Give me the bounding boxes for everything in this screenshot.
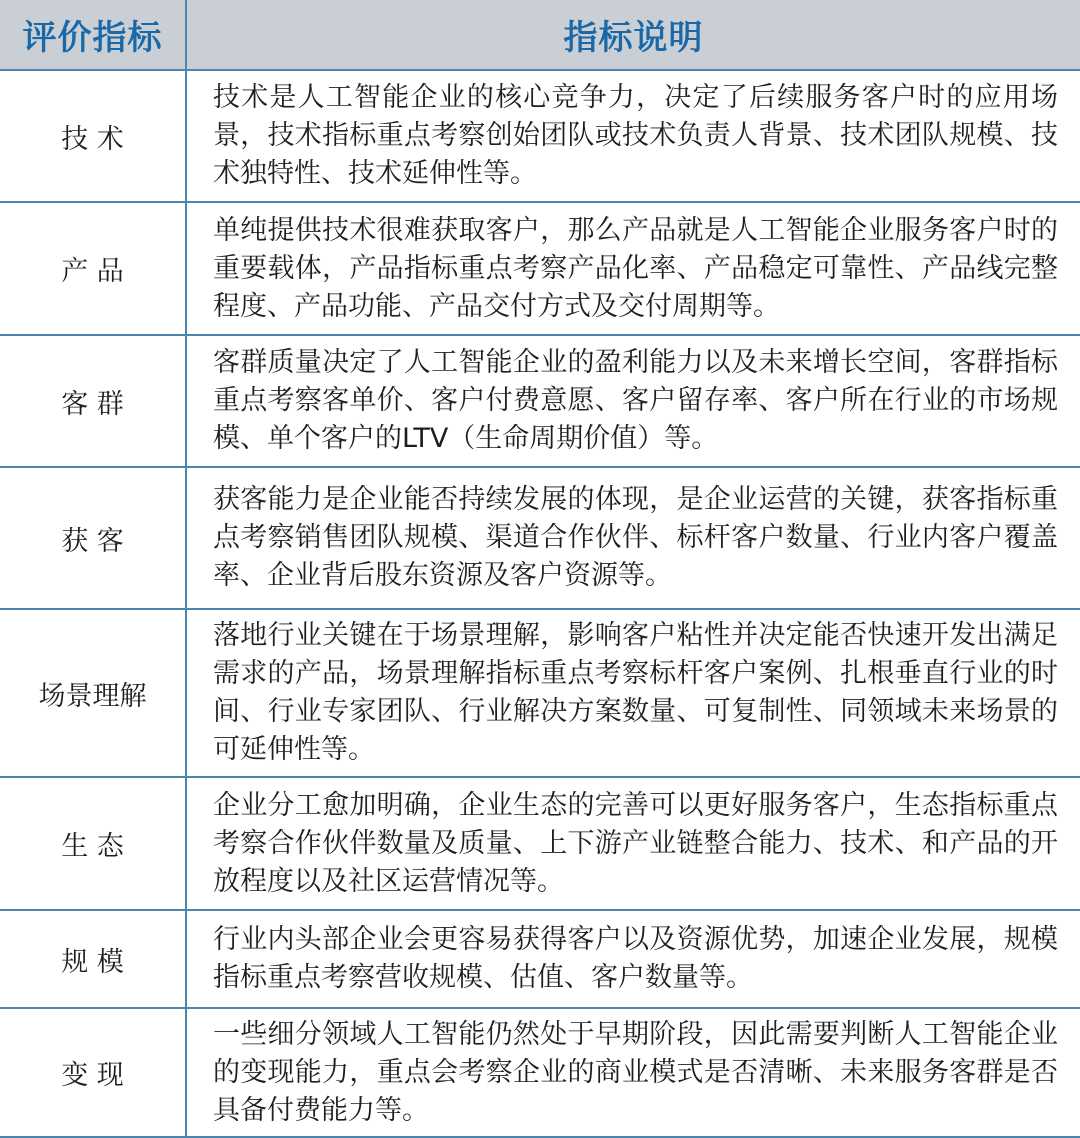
row-description: 行业内头部企业会更容易获得客户以及资源优势，加速企业发展，规模指标重点考察营收规模、估值、客户数量等。: [186, 910, 1080, 1008]
table-row: [0, 70, 1080, 202]
row-description: 企业分工愈加明确，企业生态的完善可以更好服务客户，生态指标重点考察合作伙伴数量及质量、上下游产业链整合能力、技术、和产品的开放程度以及社区运营情况等。: [186, 777, 1080, 910]
row-label: 技 术: [0, 70, 186, 202]
row-label: 场景理解: [0, 609, 186, 777]
table-row: [0, 1008, 1080, 1136]
header-description: 指标说明: [186, 0, 1080, 70]
row-label: 生 态: [0, 777, 186, 910]
table-header-row: [0, 0, 1080, 70]
row-description: 一些细分领域人工智能仍然处于早期阶段，因此需要判断人工智能企业的变现能力，重点会考察企业的商业模式是否清晰、未来服务客群是否具备付费能力等。: [213, 1018, 1058, 1126]
row-label: 变 现: [0, 1008, 186, 1136]
row-description: 单纯提供技术很难获取客户，那么产品就是人工智能企业服务客户时的重要载体，产品指标重点考察产品化率、产品稳定可靠性、产品线完整程度、产品功能、产品交付方式及交付周期等。: [186, 202, 1080, 335]
row-description: 落地行业关键在于场景理解，影响客户粘性并决定能否快速开发出满足需求的产品，场景理解指标重点考察标杆客户案例、扎根垂直行业的时间、行业专家团队、行业解决方案数量、可复制性、同领域未来场景的可延伸性等。: [186, 609, 1080, 777]
table-row: [0, 202, 1080, 335]
table-row: [0, 777, 1080, 910]
row-label: 规 模: [0, 910, 186, 1008]
table-row: [0, 335, 1080, 467]
table-row: [0, 609, 1080, 777]
table-row: [0, 910, 1080, 1008]
row-label: 客 群: [0, 335, 186, 467]
table-row: [0, 467, 1080, 609]
row-label: 获 客: [0, 467, 186, 609]
header-criteria: 评价指标: [0, 0, 186, 70]
row-description: 技术是人工智能企业的核心竞争力，决定了后续服务客户时的应用场景，技术指标重点考察创始团队或技术负责人背景、技术团队规模、技术独特性、技术延伸性等。: [186, 70, 1080, 202]
row-description: 客群质量决定了人工智能企业的盈利能力以及未来增长空间，客群指标重点考察客单价、客户付费意愿、客户留存率、客户所在行业的市场规模、单个客户的LTV（生命周期价值）等。: [186, 335, 1080, 467]
row-description: 获客能力是企业能否持续发展的体现，是企业运营的关键，获客指标重点考察销售团队规模、渠道合作伙伴、标杆客户数量、行业内客户覆盖率、企业背后股东资源及客户资源等。: [186, 467, 1080, 609]
row-label: 产 品: [0, 202, 186, 335]
